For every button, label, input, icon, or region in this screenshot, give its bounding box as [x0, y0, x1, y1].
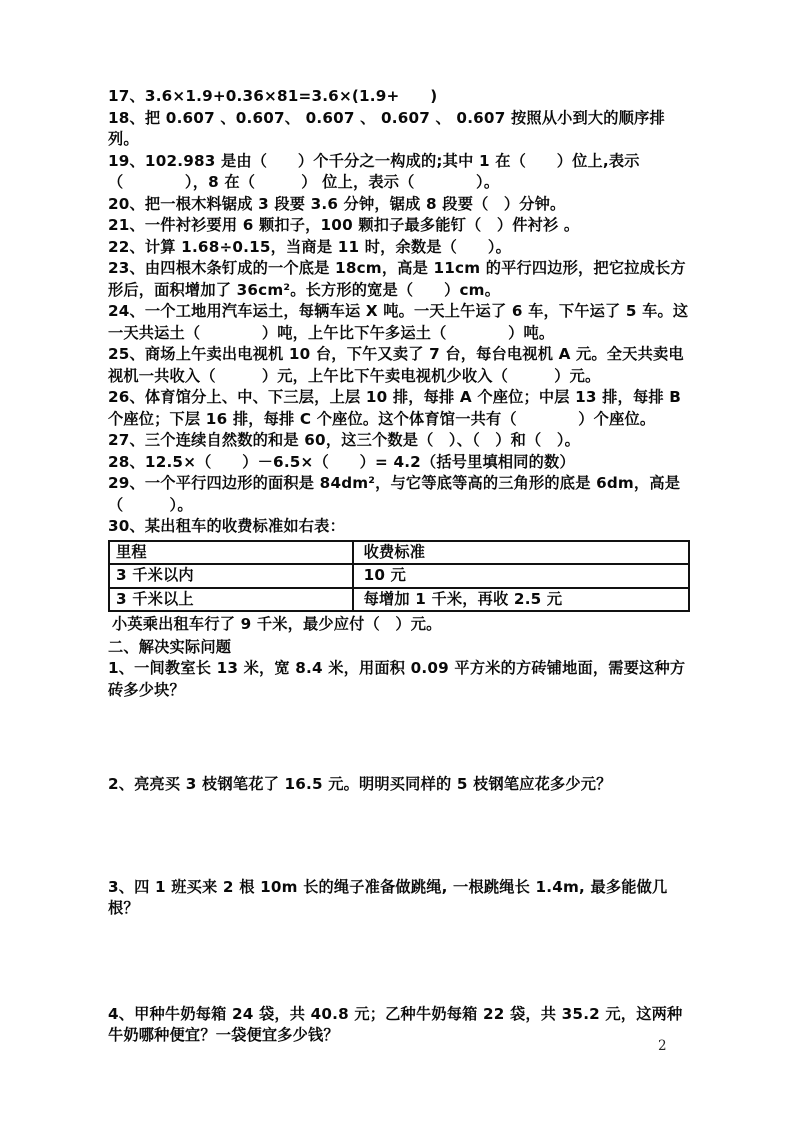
table-row [109, 588, 689, 612]
solve-problem-3: 3、四 1 班买来 2 根 10m 长的绳子准备做跳绳, 一根跳绳长 1.4m, 最多能做几根？ [108, 877, 668, 917]
problem-28: 28、12.5×（ ）－6.5×（ ）= 4.2（括号里填相同的数） [108, 452, 575, 471]
problem-27: 27、三个连续自然数的和是 60，这三个数是（ ）、（ ）和（ ）。 [108, 431, 580, 449]
page-number: 2 [658, 1038, 667, 1054]
table-header-mileage: 里程 [109, 541, 353, 565]
table-row [109, 564, 689, 588]
problem-23: 23、由四根木条钉成的一个底是 18cm，高是 11cm 的平行四边形，把它拉成长方形后，面积增加了 36cm²。长方形的宽是（ ）cm。 [108, 259, 686, 299]
problem-26: 26、体育馆分上、中、下三层，上层 10 排，每排 A 个座位；中层 13 排，每排 B 个座位；下层 16 排，每排 C 个座位。这个体育馆一共有（ ）个座位。 [108, 388, 681, 428]
problem-24: 24、一个工地用汽车运土，每辆车运 X 吨。一天上午运了 6 车，下午运了 5 车。这一天共运土（ ）吨，上午比下午多运土（ ）吨。 [108, 302, 689, 342]
problem-30-question: 小英乘出租车行了 9 千米，最少应付（ ）元。 [112, 615, 442, 633]
table-cell-fee-1: 10 元 [353, 564, 689, 588]
problem-19: 19、102.983 是由（ ）个千分之一构成的;其中 1 在（ ）位上,表示（ ），8 在（ ） 位上，表示（ ）。 [108, 151, 640, 191]
problem-25: 25、商场上午卖出电视机 10 台，下午又卖了 7 台，每台电视机 A 元。全天共卖电视机一共收入（ ）元，上午比下午卖电视机少收入（ ）元。 [108, 345, 684, 385]
problem-22: 22、计算 1.68÷0.15，当商是 11 时，余数是（ ）。 [108, 237, 511, 256]
section2-heading: 二、解决实际问题 [108, 637, 232, 656]
problem-17: 17、3.6×1.9+0.36×81=3.6×(1.9+ ) [108, 87, 438, 105]
table-header-fee: 收费标准 [353, 541, 689, 565]
solve-problem-2: 2、亮亮买 3 枝钢笔花了 16.5 元。明明买同样的 5 枝钢笔应花多少元？ [108, 775, 612, 793]
taxi-fare-table [108, 540, 690, 613]
table-cell-fee-2: 每增加 1 千米，再收 2.5 元 [353, 588, 689, 612]
worksheet-content [108, 86, 690, 1047]
solve-problem-4: 4、甲种牛奶每箱 24 袋，共 40.8 元；乙种牛奶每箱 22 袋，共 35.2 元，这两种牛奶哪种便宜？一袋便宜多少钱？ [108, 1004, 683, 1044]
problem-18: 18、把 0.607 、0.607、 0.607 、 0.607 、 0.607 按照从小到大的顺序排列。 [108, 108, 665, 148]
problem-20: 20、把一根木料锯成 3 段要 3.6 分钟，锯成 8 段要（ ）分钟。 [108, 194, 566, 213]
table-cell-mileage-1: 3 千米以内 [109, 564, 353, 588]
problem-30-intro: 30、某出租车的收费标准如右表： [108, 517, 345, 535]
table-cell-mileage-2: 3 千米以上 [109, 588, 353, 612]
problem-29: 29、一个平行四边形的面积是 84dm²，与它等底等高的三角形的底是 6dm，高是（ ）。 [108, 474, 681, 514]
table-header-row [109, 541, 689, 565]
problem-21: 21、一件衬衫要用 6 颗扣子，100 颗扣子最多能钉（ ）件衬衫 。 [108, 216, 580, 234]
solve-problem-1: 1、一间教室长 13 米，宽 8.4 米，用面积 0.09 平方米的方砖铺地面，需要这种方砖多少块？ [108, 659, 686, 699]
